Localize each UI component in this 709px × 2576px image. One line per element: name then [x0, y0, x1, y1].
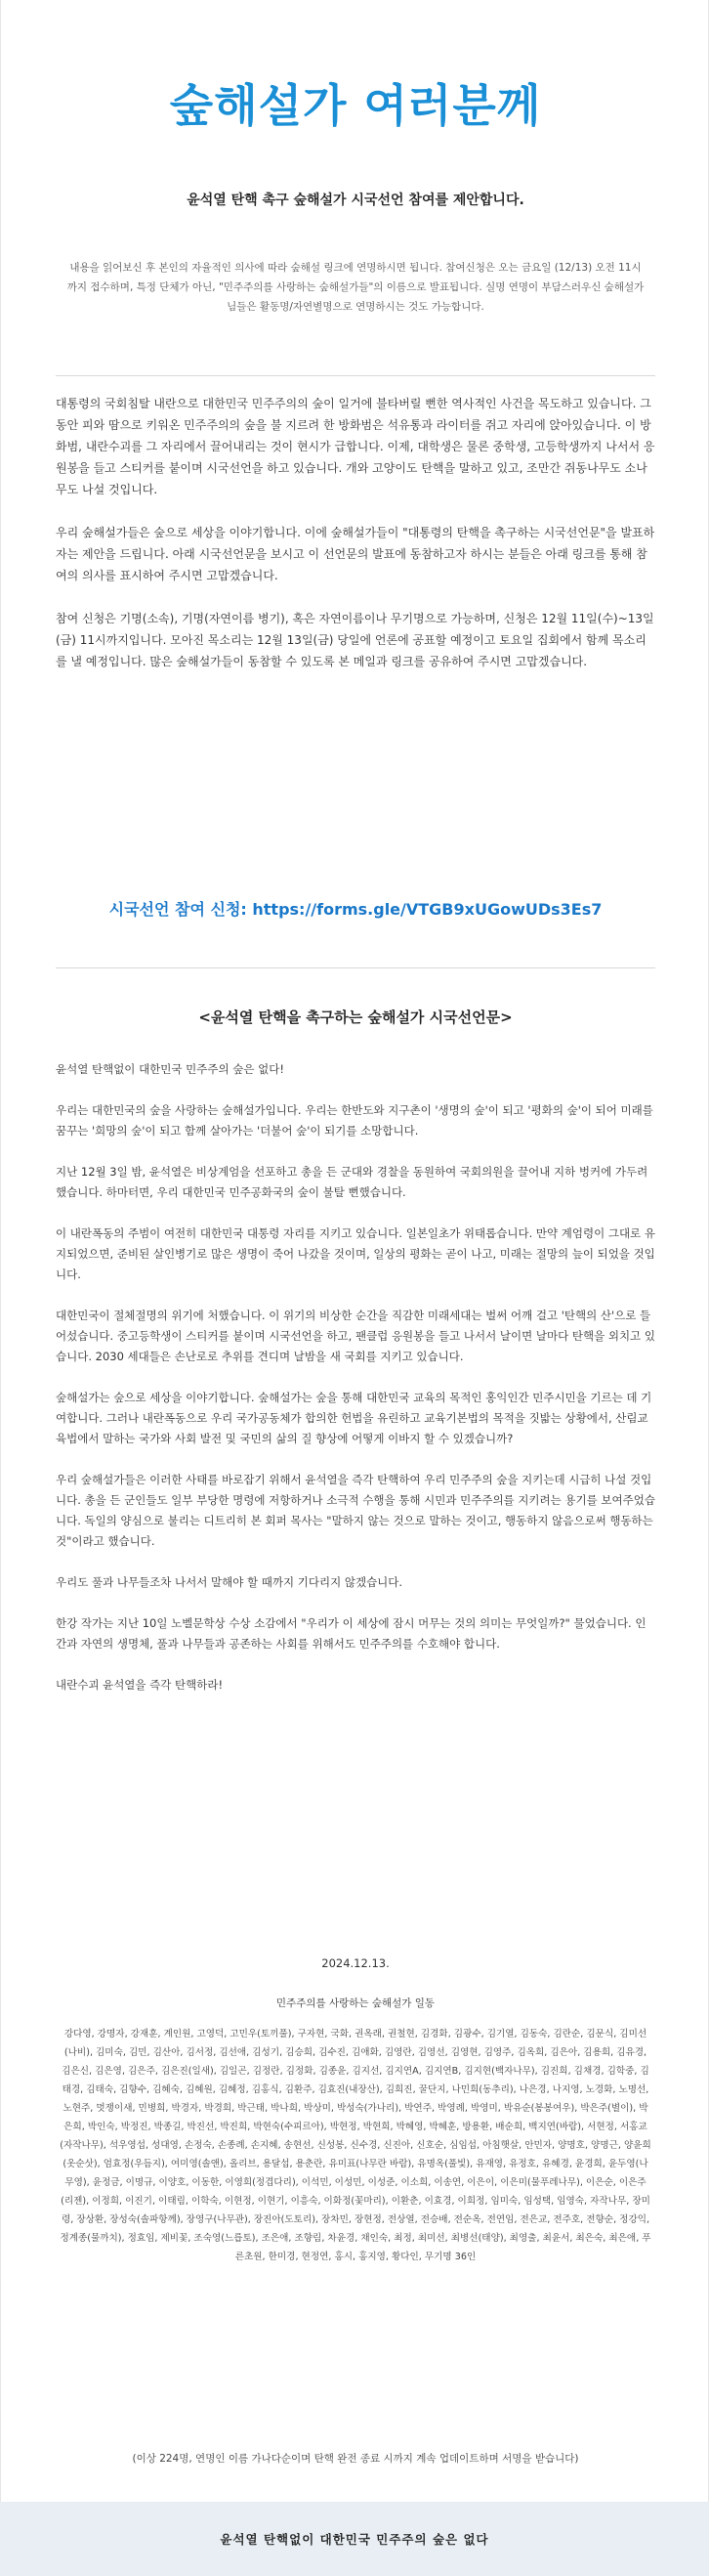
divider-top — [56, 375, 655, 376]
declaration-paragraph: 우리 숲해설가들은 이러한 사태를 바로잡기 위해서 윤석열을 즉각 탄핵하여 우리 민주주의 숲을 지키는데 시급히 나설 것입니다. 총을 든 군인들도 일부 부당한 명령에 저항하거나 소극적 수행을 통해 시민과 민주주의를 지키려는 용기를 보여주었습니다. 독일의 양심으로 불리는 디트리히 본 회퍼 목사는 "말하지 않는 것으로 말하는 것이고, 행동하지 않음으로써 행동하는 것"이라고 했습니다. — [56, 1473, 655, 1548]
intro-paragraph-1: 대통령의 국회침탈 내란으로 대한민국 민주주의의 숲이 일거에 불타버릴 뻔한 역사적인 사건을 목도하고 있습니다. 그동안 피와 땀으로 키워온 민주주의의 숲을 불 지르려 한 방화범은 석유통과 라이터를 쥐고 자리에 앉아있습니다. 이 방화범, 내란수괴를 그 자리에서 끌어내리는 것이 현시가 급합니다. 이제, 대학생은 물론 중학생, 고등학생까지 나서서 응원봉을 들고 스티커를 붙이며 시국선언을 하고 있습니다. 개와 고양이도 탄핵을 말하고 있고, 조만간 쥐동나무도 소나무도 나설 것입니다. — [56, 397, 655, 496]
declaration-date: 2024.12.13. — [321, 1956, 390, 1970]
signup-link[interactable]: https://forms.gle/VTGB9xUGowUDs3Es7 — [252, 900, 603, 919]
declaration-title: <윤석열 탄핵을 촉구하는 숲해설가 시국선언문> — [198, 1009, 513, 1026]
participation-notice: 내용을 읽어보신 후 본인의 자율적인 의사에 따라 숲해설 링크에 연명하시면 됩니다. 참여신청은 오는 금요일 (12/13) 오전 11시까지 접수하며, 특정 단체가 아닌, "민주주의를 사랑하는 숲해설가들"의 이름으로 발표됩니다. 실명 연명이 부담스러우신 숲해설가님들은 활동명/자연별명으로 연명하시는 것도 가능합니다. — [66, 262, 645, 313]
signers-list: 강다영, 강명자, 강재훈, 계인원, 고영덕, 고민우(토끼풀), 구자현, 국화, 권옥래, 권철현, 김경화, 김광수, 김기열, 김동숙, 김란순, 김문식, 김미선(나비), 김미숙, 김민, 김산아, 김서정, 김선애, 김성기, 김승희, 김수진, 김애화, 김영란, 김영선, 김영현, 김영주, 김옥희, 김은아, 김용희, 김유경, 김은신, 김은영, 김은주, 김은진(일새), 김일곤, 김정란, 김정화, 김종윤, 김지선, 김지연A, 김지연B, 김지현(백자나무), 김진희, 김채경, 김학중, 김태경, 김태숙, 김향수, 김혜숙, 김혜원, 김혜정, 김홍식, 김환주, 김효진(내장산), 김희진, 꿀단지, 나민희(동추리), 나은경, 나지영, 노경화, 노명선, 노현주, 멋쟁이새, 민병희, 박경자, 박경희, 박근태, 박나희, 박상미, 박성숙(가나리), 박연주, 박영례, 박영미, 박유순(봉봉여우), 박은주(별이), 박은희, 박인숙, 박정진, 박종길, 박진선, 박진희, 박현숙(수피르아), 박현정, 박현희, 박혜영, 박혜훈, 방용환, 배순희, 백지연(바람), 서현정, 서홍교(자작나무), 석우영섭, 성대영, 손정숙, 손종례, 손지혜, 송현선, 신성봉, 신수경, 신진아, 신호순, 심임섭, 아침햇살, 안민자, 양명호, 양명근, 양윤희(옷순삿), 엄효정(우듬지), 여미영(솔앤), 올리브, 용달섭, 용춘란, 유미표(나무란 바람), 유명옥(풀빛), 유재영, 유정호, 유혜경, 윤경희, 윤두영(나무영), 윤정금, 이명규, 이양호, 이동한, 이영희(정겹다리), 이석민, 이성민, 이성준, 이소희, 이송연, 이은이, 이은미(물푸레나무), 이은순, 이은주(리젠), 이정희, 이진기, 이태림, 이학숙, 이현정, 이현기, 이흥숙, 이화정(꽃마리), 이환춘, 이효경, 이희정, 임미숙, 임성택, 임영숙, 자작나무, 장미령, 장상환, 장성숙(솔파항께), 장영구(나무관), 장진아(도토리), 장차민, 장현정, 전상열, 전승배, 전순옥, 전연임, 전은교, 전주호, 전향순, 정강익, 정계종(물까치), 정효임, 제비꽃, 조숙영(느릅토), 조은애, 조향림, 차윤경, 채인숙, 최정, 최미선, 최병선(태양), 최영출, 최윤서, 최은숙, 최은애, 푸른초원, 한미경, 현정연, 홍시, 홍지영, 황다인, 무기명 36인 — [60, 2029, 651, 2262]
declaration-paragraph: 우리도 풀과 나무들조차 나서서 말해야 할 때까지 기다리지 않겠습니다. — [56, 1575, 403, 1589]
declaration-paragraph: 내란수괴 윤석열을 즉각 탄핵하라! — [56, 1678, 224, 1692]
declaration-paragraph: 한강 작가는 지난 10일 노벨문학상 수상 소감에서 "우리가 이 세상에 잠시 머무는 것의 의미는 무엇일까?" 물었습니다. 인간과 자연의 생명체, 풀과 나무들과 공존하는 사회를 위해서도 민주주의를 수호해야 합니다. — [56, 1616, 646, 1651]
declaration-paragraph: 윤석열 탄핵없이 대한민국 민주주의 숲은 없다! — [56, 1062, 284, 1076]
signup-label: 시국선언 참여 신청: — [108, 900, 247, 919]
signers-note: (이상 224명, 연명인 이름 가나다순이며 탄핵 완전 종료 시까지 계속 업데이트하며 서명을 받습니다) — [132, 2453, 579, 2465]
footer-banner — [0, 2502, 709, 2576]
declaration-body — [56, 1059, 655, 1716]
declaration-paragraph: 이 내란폭동의 주범이 여전히 대한민국 대통령 자리를 지키고 있습니다. 일본일초가 위태롭습니다. 만약 계엄령이 그대로 유지되었으면, 준비된 살인병기로 많은 생명이 죽어 나갔을 것이며, 일상의 평화는 곧이 나고, 미래는 절망의 늪이 되었을 것입니다. — [56, 1226, 655, 1281]
intro-paragraph-3: 참여 신청은 기명(소속), 기명(자연이름 병기), 혹은 자연이름이나 무기명으로 가능하며, 신청은 12월 11일(수)~13일(금) 11시까지입니다. 모아진 목소리는 12월 13일(금) 당일에 언론에 공표할 예정이고 토요일 집회에서 함께 목소리를 낼 예정입니다. 많은 숲해설가들이 동참할 수 있도록 본 메일과 링크를 공유하여 주시면 고맙겠습니다. — [56, 612, 654, 668]
page-title: 숲해설가 여러분께 — [169, 79, 542, 132]
footer-text: 윤석열 탄핵없이 대한민국 민주주의 숲은 없다 — [220, 2532, 489, 2547]
signers-title: 민주주의를 사랑하는 숲해설가 일동 — [275, 1997, 436, 2009]
signup-line — [1, 897, 709, 920]
declaration-paragraph: 지난 12월 3일 밤, 윤석열은 비상계엄을 선포하고 총을 든 군대와 경찰을 동원하여 국회의원을 끌어내 지하 벙커에 가두려했습니다. 하마터면, 우리 대한민국 민주공화국의 숲이 불탈 뻔했습니다. — [56, 1165, 648, 1199]
intro-section — [56, 393, 655, 694]
declaration-paragraph: 숲해설가는 숲으로 세상을 이야기합니다. 숲해설가는 숲을 통해 대한민국 교육의 목적인 홍익인간 민주시민을 기르는 데 기여합니다. 그러나 내란폭동으로 우리 국가공동체가 합의한 헌법을 유린하고 교육기본법의 목적을 짓밟는 상황에서, 산림교육법에서 말하는 국가와 사회 발전 및 국민의 삶의 질 향상에 어떻게 이바지 할 수 있겠습니까? — [56, 1391, 652, 1445]
declaration-paragraph: 우리는 대한민국의 숲을 사랑하는 숲해설가입니다. 우리는 한반도와 지구촌이 '생명의 숲'이 되고 '평화의 숲'이 되어 미래를 꿈꾸는 '희망의 숲'이 되고 함께 살아가는 '더불어 숲'이 되기를 소망합니다. — [56, 1103, 653, 1138]
divider-middle — [56, 967, 655, 968]
page-subtitle: 윤석열 탄핵 촉구 숲해설가 시국선언 참여를 제안합니다. — [187, 193, 524, 208]
intro-paragraph-2: 우리 숲해설가들은 숲으로 세상을 이야기합니다. 이에 숲해설가들이 "대통령의 탄핵을 촉구하는 시국선언문"을 발표하자는 제안을 드립니다. 아래 시국선언문을 보시고 이 선언문의 발표에 동참하고자 하시는 분들은 아래 링크를 통해 참여의 의사를 표시하여 주시면 고맙겠습니다. — [56, 526, 655, 582]
declaration-paragraph: 대한민국이 절체절명의 위기에 처했습니다. 이 위기의 비상한 순간을 직감한 미래세대는 벌써 어깨 걸고 '탄핵의 산'으로 들어섰습니다. 중고등학생이 스티커를 붙이며 시국선언을 하고, 팬클럽 응원봉을 들고 나서서 날이면 날마다 탄핵을 외치고 있습니다. 2030 세대들은 손난로로 추위를 견디며 날밤을 새 국회를 지키고 있습니다. — [56, 1309, 655, 1363]
